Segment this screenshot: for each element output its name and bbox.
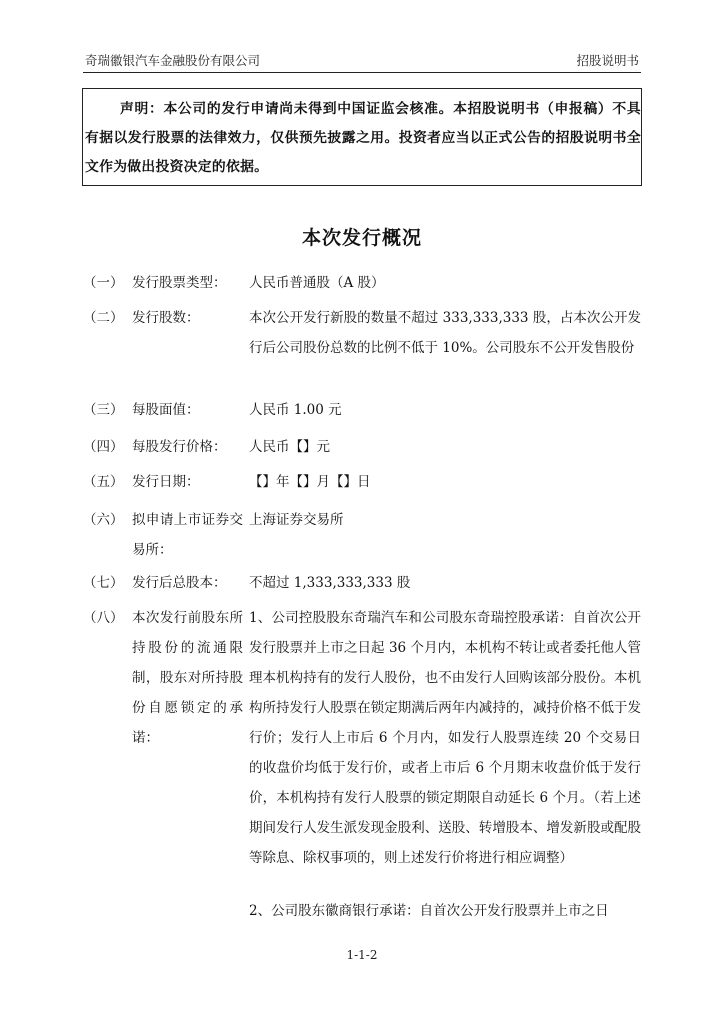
item-value: 上海证券交易所 xyxy=(249,512,344,528)
item-value: 不超过 1,333,333,333 股 xyxy=(249,575,411,591)
item-value: 【】年【】月【】日 xyxy=(249,474,371,490)
item-label: 发行股数： xyxy=(132,310,200,326)
item-value-2: 2、公司股东徽商银行承诺：自首次公开发行股票并上市之日 xyxy=(249,903,609,919)
header-doc-type: 招股说明书 xyxy=(576,53,639,68)
item-number: （六） xyxy=(83,512,124,528)
disclaimer-box xyxy=(82,88,642,186)
item-label: 本次发行前股东所持股份的流通限制，股东对所持股份自愿锁定的承诺： xyxy=(132,610,243,746)
item-label: 发行股票类型： xyxy=(132,275,227,291)
item-number: （五） xyxy=(83,474,124,490)
item-number: （一） xyxy=(83,275,124,291)
item-label: 每股发行价格： xyxy=(132,439,227,455)
item-number: （七） xyxy=(83,575,124,591)
item-value: 人民币普通股（A 股） xyxy=(249,275,385,291)
header-company: 奇瑞徽银汽车金融股份有限公司 xyxy=(85,53,261,68)
item-number: （四） xyxy=(83,439,124,455)
item-number: （八） xyxy=(83,610,124,626)
item-value: 1、公司控股股东奇瑞汽车和公司股东奇瑞控股承诺：自首次公开发行股票并上市之日起 36 个月内，本机构不转让或者委托他人管理本机构持有的发行人股份，也不由发行人回购该部分股份。本机构所持发行人股票在锁定期满后两年内减持的，减持价格不低于发行价；发行人上市后 6 个月内，如发行人股票连续 20 个交易日的收盘价均低于发行价，或者上市后 6 个月期末收盘价低于发行价，本机构持有发行人股票的锁定期限自动延长 6 个月。（若上述期间发行人发生派发现金股利、送股、转增股本、增发新股或配股等除息、除权事项的，则上述发行价将进行相应调整） xyxy=(249,610,641,866)
item-label: 拟申请上市证券交易所： xyxy=(132,512,243,558)
item-label: 每股面值： xyxy=(132,402,200,418)
item-value: 人民币【】元 xyxy=(249,439,330,455)
page-header xyxy=(83,48,641,73)
item-number: （三） xyxy=(83,402,124,418)
item-value: 本次公开发行新股的数量不超过 333,333,333 股，占本次公开发行后公司股份总数的比例不低于 10%。公司股东不公开发售股份 xyxy=(249,310,641,356)
item-label: 发行日期： xyxy=(132,474,200,490)
item-label: 发行后总股本： xyxy=(132,575,227,591)
disclaimer-text: 声明：本公司的发行申请尚未得到中国证监会核准。本招股说明书（申报稿）不具有据以发行股票的法律效力，仅供预先披露之用。投资者应当以正式公告的招股说明书全文作为做出投资决定的依据。 xyxy=(85,101,641,175)
page-number: 1-1-2 xyxy=(346,948,378,962)
item-number: （二） xyxy=(83,310,124,326)
item-value: 人民币 1.00 元 xyxy=(249,402,342,418)
section-title: 本次发行概况 xyxy=(301,227,422,249)
